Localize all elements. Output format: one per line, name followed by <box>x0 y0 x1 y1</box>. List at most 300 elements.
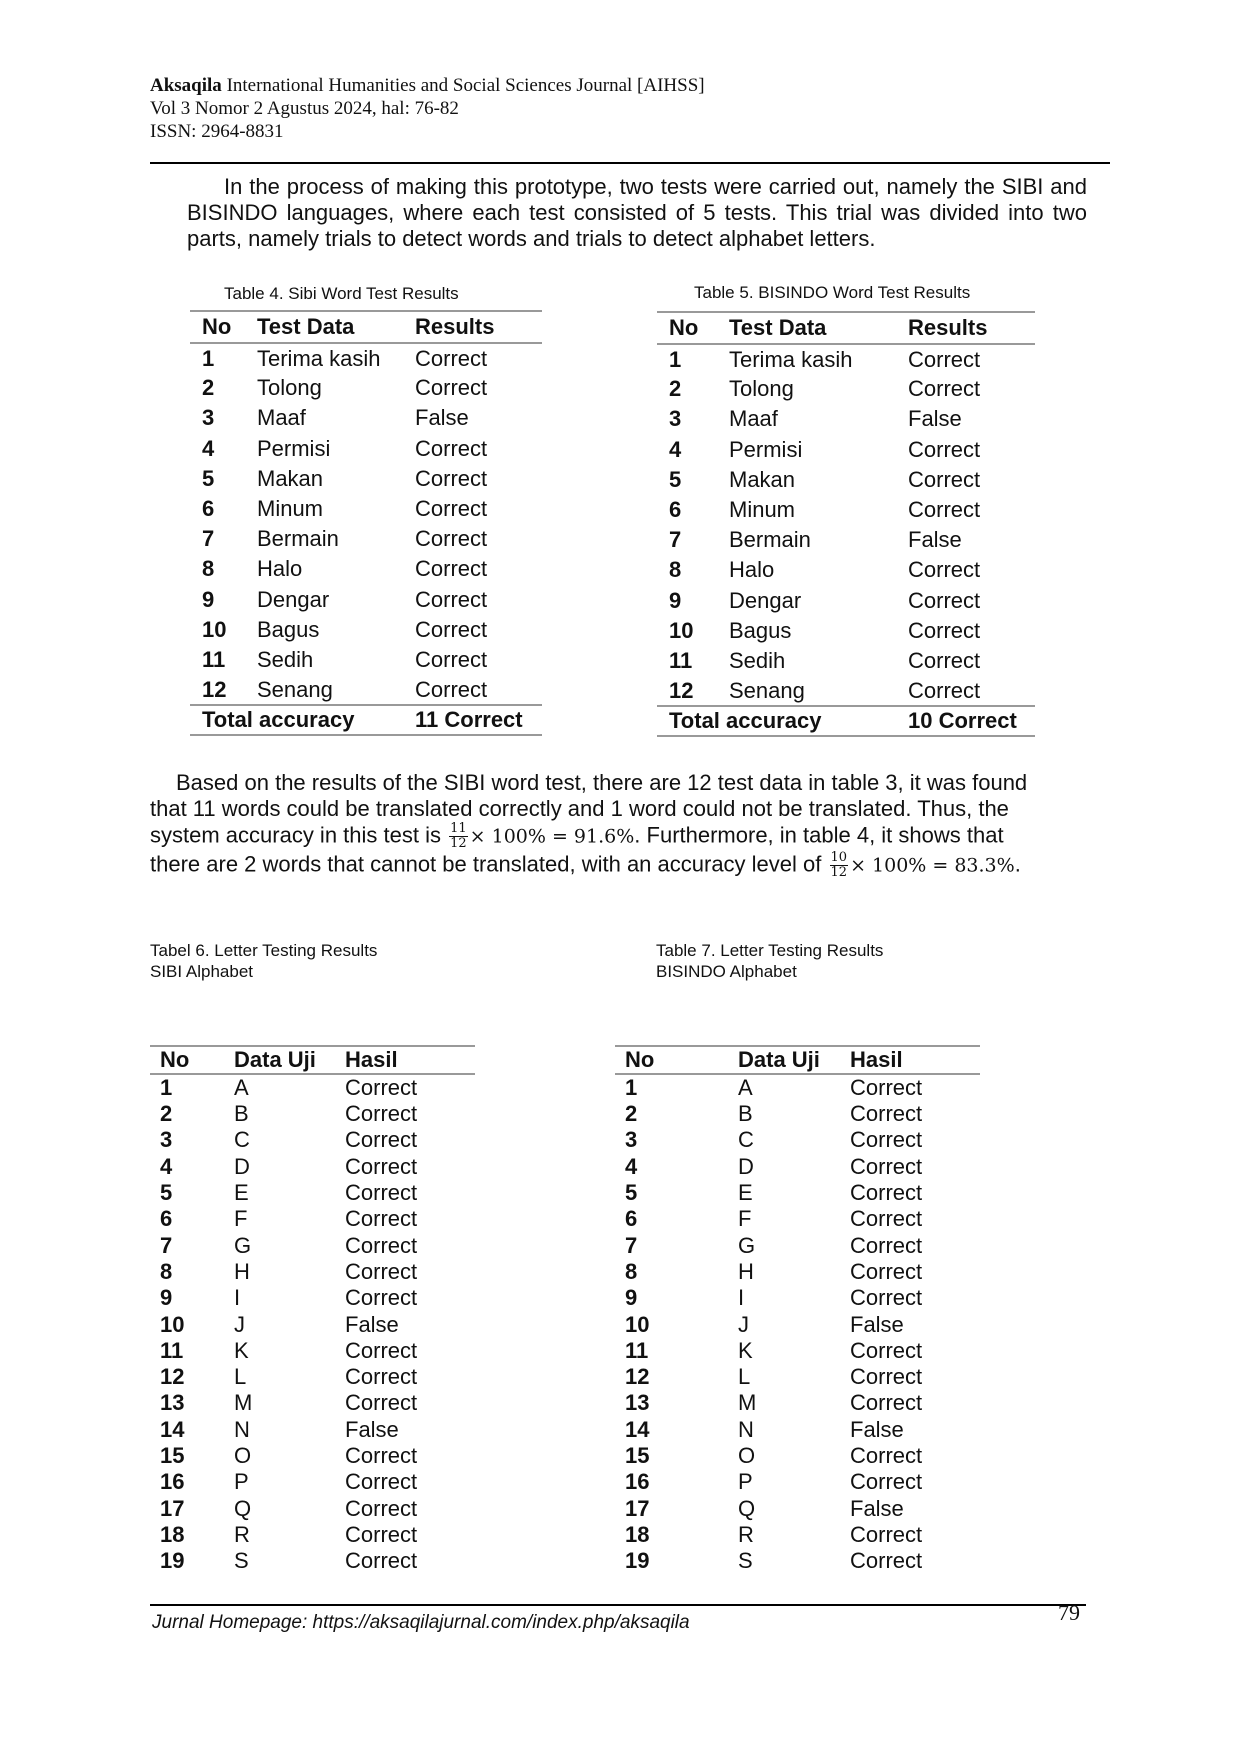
table-row <box>657 374 1035 404</box>
test-data: Sedih <box>729 647 786 673</box>
test-data: N <box>738 1416 754 1442</box>
table-body <box>190 343 542 705</box>
table-row <box>615 1285 980 1311</box>
row-number: 17 <box>160 1495 185 1521</box>
table-row <box>150 1232 475 1258</box>
test-data: Bagus <box>729 617 792 643</box>
test-data: Sedih <box>257 646 314 672</box>
row-number: 9 <box>160 1285 173 1311</box>
result: Correct <box>415 616 488 642</box>
table-body <box>615 1074 980 1574</box>
test-data: R <box>738 1521 754 1547</box>
bisindo-accuracy-formula: × 100% = 83.3% <box>850 854 1015 877</box>
test-data: L <box>738 1364 751 1390</box>
result: False <box>850 1495 904 1521</box>
test-data: P <box>234 1469 249 1495</box>
test-data: Permisi <box>729 436 803 462</box>
row-number: 14 <box>160 1416 185 1442</box>
row-number: 6 <box>160 1206 173 1232</box>
fraction-sibi <box>449 822 468 851</box>
journal-header <box>150 74 705 143</box>
column-header: No <box>150 1046 224 1074</box>
test-data: Permisi <box>257 435 331 461</box>
table-row <box>615 1101 980 1127</box>
table-row <box>150 1522 475 1548</box>
row-number: 12 <box>625 1364 650 1390</box>
test-data: Terima kasih <box>257 345 381 371</box>
result: False <box>345 1416 399 1442</box>
test-data: I <box>738 1285 745 1311</box>
row-number: 11 <box>202 646 226 672</box>
row-number: 10 <box>625 1311 650 1337</box>
table-row <box>657 404 1035 434</box>
result: Correct <box>908 436 981 462</box>
test-data: Senang <box>257 676 333 702</box>
table-row <box>190 343 542 373</box>
row-number: 6 <box>202 496 215 522</box>
test-data: R <box>234 1521 250 1547</box>
row-number: 12 <box>160 1364 185 1390</box>
table-header-row <box>657 312 1035 344</box>
test-data: Makan <box>257 465 324 491</box>
column-header: Hasil <box>840 1046 980 1074</box>
result: Correct <box>415 465 488 491</box>
test-data: H <box>234 1258 250 1284</box>
table-row <box>615 1259 980 1285</box>
table-row <box>615 1364 980 1390</box>
row-number: 12 <box>669 677 694 703</box>
table-row <box>615 1154 980 1180</box>
analysis-text-1: Based on the results of the SIBI word test, there are 12 test data in table 3, it was found that 11 words could be translated correctly and 1 word could not be translated. Thus, the system accuracy in this test is <box>150 770 1028 848</box>
table5-bisindo-word-results <box>657 311 1035 737</box>
result: Correct <box>908 497 981 523</box>
total-value: 10 Correct <box>896 706 1035 736</box>
journal-name: Aksaqila <box>150 75 222 96</box>
table-row <box>150 1390 475 1416</box>
result: Correct <box>850 1206 923 1232</box>
result: Correct <box>850 1443 923 1468</box>
table-row <box>190 585 542 615</box>
row-number: 1 <box>625 1075 638 1100</box>
result: Correct <box>345 1364 418 1390</box>
test-data: A <box>738 1075 753 1100</box>
result: Correct <box>345 1390 418 1416</box>
test-data: Dengar <box>729 587 802 613</box>
result: Correct <box>415 375 488 401</box>
row-number: 10 <box>160 1311 185 1337</box>
row-number: 7 <box>202 526 215 552</box>
table-row <box>615 1206 980 1232</box>
table6-sibi-letter-results <box>150 1045 475 1574</box>
column-header: No <box>615 1046 728 1074</box>
test-data: K <box>738 1337 753 1363</box>
result: Correct <box>850 1127 923 1153</box>
test-data: B <box>738 1101 753 1127</box>
table7-caption-line2: BISINDO Alphabet <box>656 962 797 981</box>
table-row <box>615 1548 980 1574</box>
fraction-bisindo <box>830 851 849 880</box>
analysis-section <box>150 770 1055 880</box>
row-number: 16 <box>625 1469 650 1495</box>
row-number: 19 <box>160 1548 185 1574</box>
test-data: Tolong <box>729 376 794 402</box>
row-number: 15 <box>160 1443 185 1468</box>
journal-homepage: Jurnal Homepage: https://aksaqilajurnal.com/index.php/aksaqila <box>152 1612 690 1633</box>
table-row <box>150 1443 475 1469</box>
table6-caption-line1: Tabel 6. Letter Testing Results <box>150 941 378 960</box>
journal-full-title: International Humanities and Social Sciences Journal [AIHSS] <box>221 75 705 96</box>
result: Correct <box>850 1153 923 1179</box>
row-number: 5 <box>669 466 682 492</box>
test-data: Halo <box>729 557 775 583</box>
test-data: Halo <box>257 556 303 582</box>
result: Correct <box>345 1127 418 1153</box>
result: Correct <box>345 1075 418 1100</box>
fraction-denominator: 12 <box>830 865 848 880</box>
table-row <box>657 465 1035 495</box>
row-number: 2 <box>625 1101 638 1127</box>
table-row <box>615 1390 980 1416</box>
analysis-text-2: . Furthermore, in table 4, it shows that there are 2 words that cannot be translated, with an accuracy level of <box>150 822 1004 877</box>
intro-paragraph: In the process of making this prototype, two tests were carried out, namely the SIBI and BISINDO languages, where each test consisted of 5 tests. This trial was divided into two parts, namely trials to detect words and trials to detect alphabet letters. <box>187 174 1087 251</box>
result: Correct <box>850 1364 923 1390</box>
column-header: Data Uji <box>224 1046 335 1074</box>
test-data: Q <box>234 1495 252 1521</box>
result: Correct <box>345 1180 418 1206</box>
table-row <box>615 1180 980 1206</box>
table-row <box>615 1417 980 1443</box>
test-data: C <box>234 1127 250 1153</box>
row-number: 19 <box>625 1548 650 1574</box>
result: Correct <box>908 647 981 673</box>
table-row <box>150 1469 475 1495</box>
row-number: 3 <box>669 406 682 432</box>
table-row <box>190 403 542 433</box>
result: Correct <box>850 1232 923 1258</box>
table-row <box>150 1154 475 1180</box>
result: Correct <box>415 586 488 612</box>
result: Correct <box>345 1495 418 1521</box>
result: False <box>908 527 962 553</box>
test-data: M <box>234 1390 253 1416</box>
column-header: No <box>657 312 717 344</box>
result: Correct <box>345 1337 418 1363</box>
row-number: 2 <box>160 1101 173 1127</box>
table-row <box>150 1206 475 1232</box>
test-data: P <box>738 1469 753 1495</box>
total-label: Total accuracy <box>190 705 403 735</box>
analysis-paragraph <box>150 770 1055 880</box>
result: Correct <box>908 466 981 492</box>
result: Correct <box>415 526 488 552</box>
column-header: Test Data <box>245 311 403 343</box>
row-number: 9 <box>625 1285 638 1311</box>
row-number: 5 <box>202 465 215 491</box>
result: Correct <box>415 496 488 522</box>
test-data: G <box>738 1232 756 1258</box>
test-data: Bagus <box>257 616 320 642</box>
table-row <box>190 494 542 524</box>
test-data: Senang <box>729 677 805 703</box>
test-data: Minum <box>257 496 324 522</box>
test-data: Maaf <box>257 405 306 431</box>
test-data: F <box>234 1206 248 1232</box>
test-data: Q <box>738 1495 756 1521</box>
row-number: 1 <box>669 346 682 372</box>
row-number: 11 <box>669 647 693 673</box>
table-row <box>150 1259 475 1285</box>
row-number: 1 <box>160 1075 173 1100</box>
test-data: O <box>234 1443 252 1468</box>
fraction-numerator: 11 <box>450 821 467 836</box>
table-row <box>150 1311 475 1337</box>
row-number: 6 <box>625 1206 638 1232</box>
result: Correct <box>850 1258 923 1284</box>
table-row <box>615 1443 980 1469</box>
row-number: 8 <box>202 556 215 582</box>
result: Correct <box>908 677 981 703</box>
table-row <box>615 1232 980 1258</box>
test-data: O <box>738 1443 756 1468</box>
table-row <box>150 1338 475 1364</box>
table-row <box>657 616 1035 646</box>
result: Correct <box>415 435 488 461</box>
result: Correct <box>345 1443 418 1468</box>
test-data: S <box>738 1548 753 1574</box>
fraction-denominator: 12 <box>450 836 467 851</box>
total-label: Total accuracy <box>657 706 896 736</box>
row-number: 11 <box>625 1337 649 1363</box>
table-row <box>615 1338 980 1364</box>
result: Correct <box>850 1390 923 1416</box>
row-number: 12 <box>202 676 227 702</box>
test-data: E <box>738 1180 753 1206</box>
table-header-row <box>615 1046 980 1074</box>
table-row <box>190 464 542 494</box>
row-number: 9 <box>669 587 682 613</box>
row-number: 10 <box>669 617 694 643</box>
column-header: No <box>190 311 245 343</box>
table-row <box>615 1074 980 1101</box>
test-data: I <box>234 1285 241 1311</box>
row-number: 18 <box>625 1521 650 1547</box>
row-number: 16 <box>160 1469 185 1495</box>
row-number: 3 <box>202 405 215 431</box>
test-data: C <box>738 1127 754 1153</box>
column-header: Results <box>896 312 1035 344</box>
test-data: Bermain <box>257 526 339 552</box>
table-row <box>657 646 1035 676</box>
test-data: B <box>234 1101 249 1127</box>
test-data: Makan <box>729 466 796 492</box>
row-number: 17 <box>625 1495 650 1521</box>
table7-bisindo-letter-results <box>615 1045 980 1574</box>
test-data: Dengar <box>257 586 330 612</box>
row-number: 3 <box>160 1127 173 1153</box>
table-row <box>150 1285 475 1311</box>
test-data: J <box>738 1311 749 1337</box>
result: Correct <box>850 1101 923 1127</box>
result: False <box>345 1311 399 1337</box>
test-data: S <box>234 1548 249 1574</box>
row-number: 4 <box>625 1153 638 1179</box>
row-number: 18 <box>160 1521 185 1547</box>
test-data: Terima kasih <box>729 346 853 372</box>
table-row <box>190 434 542 464</box>
volume-info: Vol 3 Nomor 2 Agustus 2024, hal: 76-82 <box>150 98 459 119</box>
table6-caption-line2: SIBI Alphabet <box>150 962 254 981</box>
table-row <box>615 1495 980 1521</box>
result: Correct <box>415 676 488 702</box>
row-number: 1 <box>202 345 215 371</box>
table-body <box>150 1074 475 1574</box>
column-header: Test Data <box>717 312 896 344</box>
row-number: 11 <box>160 1337 184 1363</box>
table-row <box>150 1548 475 1574</box>
table-row <box>657 555 1035 585</box>
test-data: J <box>234 1311 245 1337</box>
result: Correct <box>345 1548 418 1574</box>
row-number: 9 <box>202 586 215 612</box>
table-row <box>657 435 1035 465</box>
table-row <box>190 524 542 554</box>
result: Correct <box>908 557 981 583</box>
table-row <box>150 1074 475 1101</box>
page-number: 79 <box>1058 1600 1080 1625</box>
test-data: K <box>234 1337 249 1363</box>
test-data: Bermain <box>729 527 811 553</box>
column-header: Results <box>403 311 542 343</box>
test-data: D <box>234 1153 250 1179</box>
result: Correct <box>850 1548 923 1574</box>
row-number: 5 <box>160 1180 173 1206</box>
table-row <box>150 1180 475 1206</box>
result: Correct <box>345 1232 418 1258</box>
result: False <box>415 405 469 431</box>
row-number: 4 <box>160 1153 173 1179</box>
test-data: M <box>738 1390 757 1416</box>
row-number: 4 <box>669 436 682 462</box>
table7-caption-line1: Table 7. Letter Testing Results <box>656 941 884 960</box>
table-row <box>150 1364 475 1390</box>
table-row <box>615 1127 980 1153</box>
test-data: Tolong <box>257 375 322 401</box>
column-header: Hasil <box>335 1046 475 1074</box>
table-row <box>150 1495 475 1521</box>
test-data: Minum <box>729 497 796 523</box>
result: Correct <box>850 1521 923 1547</box>
row-number: 2 <box>669 376 682 402</box>
row-number: 13 <box>160 1390 185 1416</box>
table-row <box>150 1101 475 1127</box>
test-data: D <box>738 1153 754 1179</box>
table-row <box>657 525 1035 555</box>
test-data: H <box>738 1258 754 1284</box>
row-number: 4 <box>202 435 215 461</box>
result: Correct <box>850 1075 923 1100</box>
table-row <box>615 1522 980 1548</box>
total-value: 11 Correct <box>403 705 542 735</box>
result: Correct <box>908 376 981 402</box>
row-number: 7 <box>669 527 682 553</box>
row-number: 8 <box>160 1258 173 1284</box>
row-number: 5 <box>625 1180 638 1206</box>
row-number: 8 <box>625 1258 638 1284</box>
footer-divider <box>150 1604 1086 1606</box>
row-number: 14 <box>625 1416 650 1442</box>
test-data: L <box>234 1364 247 1390</box>
table-header-row <box>150 1046 475 1074</box>
table-row <box>190 675 542 705</box>
result: Correct <box>908 346 981 372</box>
table4-caption: Table 4. Sibi Word Test Results <box>224 284 459 303</box>
result: Correct <box>345 1469 418 1495</box>
issn: ISSN: 2964-8831 <box>150 121 284 142</box>
result: Correct <box>345 1153 418 1179</box>
result: Correct <box>850 1337 923 1363</box>
table-row <box>615 1311 980 1337</box>
test-data: F <box>738 1206 752 1232</box>
row-number: 6 <box>669 497 682 523</box>
test-data: N <box>234 1416 250 1442</box>
sibi-accuracy-formula: × 100% = 91.6% <box>469 825 635 848</box>
result: Correct <box>850 1180 923 1206</box>
intro-section <box>187 174 1087 252</box>
table6-caption <box>150 940 377 982</box>
table7-caption <box>656 940 883 982</box>
result: Correct <box>850 1469 923 1495</box>
table-row <box>657 495 1035 525</box>
table-row <box>150 1417 475 1443</box>
row-number: 13 <box>625 1390 650 1416</box>
test-data: A <box>234 1075 249 1100</box>
result: Correct <box>908 587 981 613</box>
table-row <box>657 586 1035 616</box>
analysis-end: . <box>1014 851 1021 877</box>
row-number: 3 <box>625 1127 638 1153</box>
test-data: Maaf <box>729 406 778 432</box>
result: Correct <box>415 646 488 672</box>
result: Correct <box>850 1285 923 1311</box>
header-divider <box>150 162 1110 164</box>
result: Correct <box>415 556 488 582</box>
column-header: Data Uji <box>728 1046 840 1074</box>
table4-sibi-word-results <box>190 310 542 736</box>
table-header-row <box>190 311 542 343</box>
row-number: 2 <box>202 375 215 401</box>
row-number: 7 <box>160 1232 173 1258</box>
result: Correct <box>345 1521 418 1547</box>
test-data: G <box>234 1232 252 1258</box>
row-number: 7 <box>625 1232 638 1258</box>
result: Correct <box>415 345 488 371</box>
table-row <box>190 554 542 584</box>
result: Correct <box>908 617 981 643</box>
row-number: 10 <box>202 616 227 642</box>
table-body <box>657 344 1035 706</box>
table-row <box>657 344 1035 374</box>
result: False <box>908 406 962 432</box>
table-row <box>615 1469 980 1495</box>
table-row <box>190 373 542 403</box>
result: False <box>850 1311 904 1337</box>
result: False <box>850 1416 904 1442</box>
result: Correct <box>345 1285 418 1311</box>
table-row <box>150 1127 475 1153</box>
result: Correct <box>345 1206 418 1232</box>
row-number: 8 <box>669 557 682 583</box>
table-row <box>190 615 542 645</box>
